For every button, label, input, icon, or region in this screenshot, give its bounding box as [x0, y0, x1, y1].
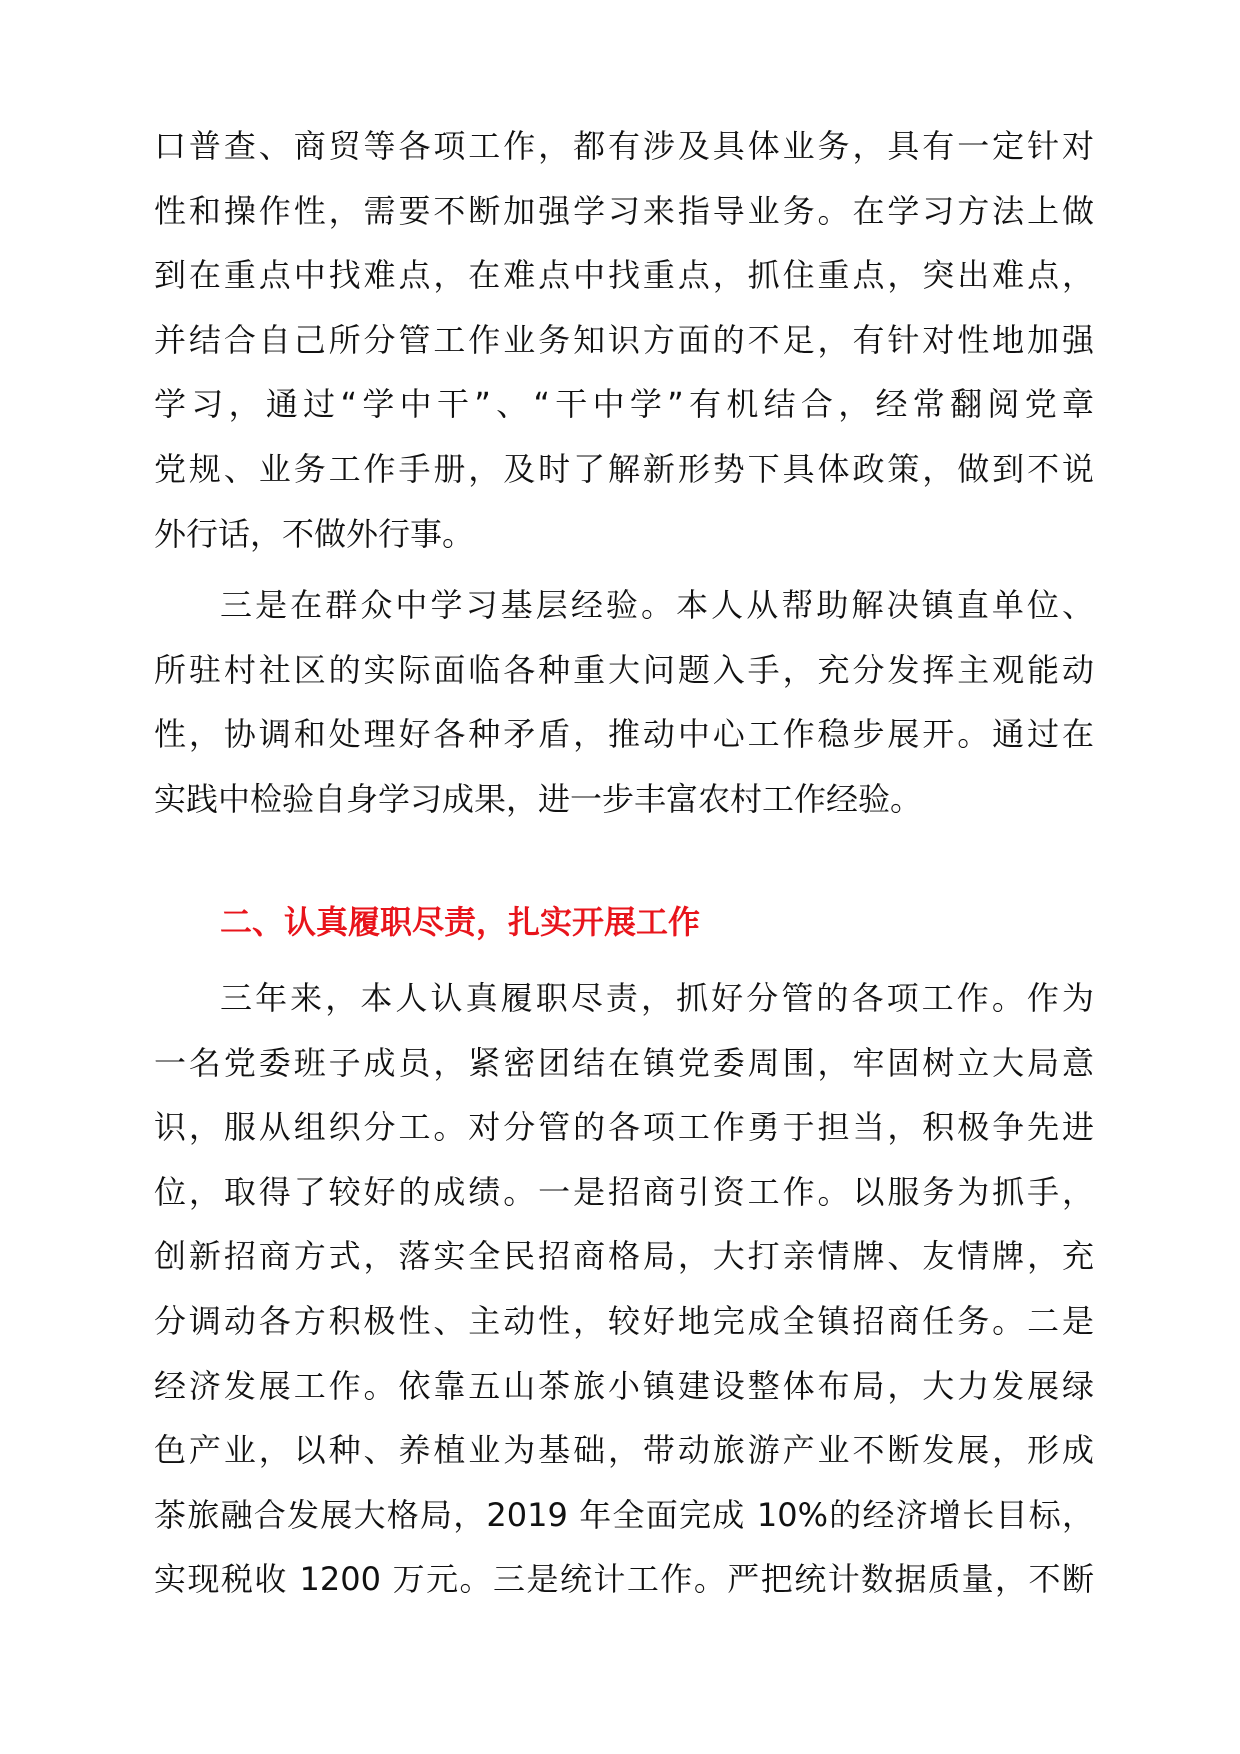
text-line: 经济发展工作。依靠五山茶旅小镇建设整体布局，大力发展绿 [154, 1366, 1094, 1405]
text-line: 党规、业务工作手册，及时了解新形势下具体政策，做到不说 [154, 449, 1094, 488]
paragraph-grassroots-experience [154, 573, 1094, 831]
paragraph-duties [154, 966, 1094, 1612]
text-line: 实践中检验自身学习成果，进一步丰富农村工作经验。 [154, 779, 923, 818]
text-line: 性，协调和处理好各种矛盾，推动中心工作稳步展开。通过在 [154, 715, 1094, 754]
text-line: 色产业，以种、养植业为基础，带动旅游产业不断发展，形成 [154, 1431, 1094, 1470]
section-heading: 二、认真履职尽责，扎实开展工作 [220, 903, 701, 941]
text-line: 学习，通过“学中干”、“干中学”有机结合，经常翻阅党章 [154, 385, 1094, 424]
text-line: 位，取得了较好的成绩。一是招商引资工作。以服务为抓手， [154, 1172, 1094, 1211]
text-line: 三是在群众中学习基层经验。本人从帮助解决镇直单位、 [220, 586, 1094, 624]
text-line: 到在重点中找难点，在难点中找重点，抓住重点，突出难点， [154, 256, 1094, 295]
text-line: 口普查、商贸等各项工作，都有涉及具体业务，具有一定针对 [154, 127, 1094, 165]
paragraph-learning-methods [154, 114, 1094, 566]
text-line: 实现税收 1200 万元。三是统计工作。严把统计数据质量，不断 [154, 1560, 1094, 1599]
text-line: 所驻村社区的实际面临各种重大问题入手，充分发挥主观能动 [154, 650, 1094, 689]
text-line: 外行话，不做外行事。 [154, 514, 475, 553]
text-line: 三年来，本人认真履职尽责，抓好分管的各项工作。作为 [220, 979, 1094, 1017]
text-line: 茶旅融合发展大格局，2019 年全面完成 10%的经济增长目标， [154, 1495, 1094, 1534]
text-line: 一名党委班子成员，紧密团结在镇党委周围，牢固树立大局意 [154, 1043, 1094, 1082]
text-line: 性和操作性，需要不断加强学习来指导业务。在学习方法上做 [154, 191, 1094, 230]
text-line: 分调动各方积极性、主动性，较好地完成全镇招商任务。二是 [154, 1301, 1094, 1340]
text-line: 创新招商方式，落实全民招商格局，大打亲情牌、友情牌，充 [154, 1237, 1094, 1276]
text-line: 并结合自己所分管工作业务知识方面的不足，有针对性地加强 [154, 320, 1094, 359]
text-line: 识，服从组织分工。对分管的各项工作勇于担当，积极争先进 [154, 1108, 1094, 1147]
